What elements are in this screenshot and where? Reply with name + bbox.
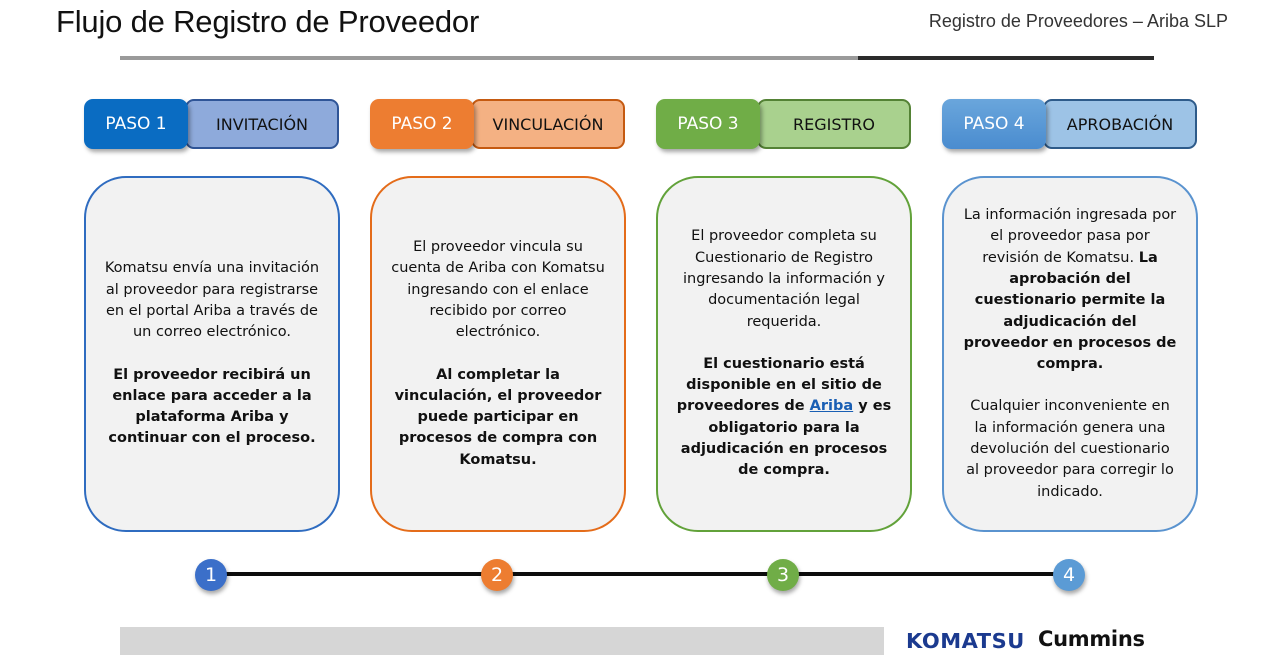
step-1-note: El proveedor recibirá un enlace para acceder a la plataforma Ariba y continuar con el proceso. xyxy=(108,366,316,447)
step-4-header xyxy=(942,99,1198,149)
timeline-dot-4: 4 xyxy=(1053,559,1085,591)
step-4-title-pill: APROBACIÓN xyxy=(1043,99,1197,149)
step-2-header xyxy=(370,99,626,149)
step-2-title-pill: VINCULACIÓN xyxy=(471,99,625,149)
step-3-title-pill: REGISTRO xyxy=(757,99,911,149)
step-3-card xyxy=(656,176,912,532)
step-4-number-pill: PASO 4 xyxy=(942,99,1046,149)
timeline-dot-2: 2 xyxy=(481,559,513,591)
step-4-note: Cualquier inconveniente en la información genera una devolución del cuestionario al proveedor para corregir lo indicado. xyxy=(966,398,1174,500)
step-3-note-after: y es obligatorio para la adjudicación en procesos de compra. xyxy=(680,398,892,479)
footer-bar xyxy=(120,627,884,655)
step-2-number-pill: PASO 2 xyxy=(370,99,474,149)
komatsu-logo: KOMATSU xyxy=(906,629,1025,653)
step-2-description: El proveedor vincula su cuenta de Ariba con Komatsu ingresando con el enlace recibido por correo electrónico. xyxy=(391,239,605,341)
step-3-header xyxy=(656,99,912,149)
timeline-dot-1: 1 xyxy=(195,559,227,591)
page-title: Flujo de Registro de Proveedor xyxy=(56,4,480,39)
ariba-link[interactable]: Ariba xyxy=(809,398,854,415)
title-divider-dark xyxy=(858,56,1154,60)
step-3-description: El proveedor completa su Cuestionario de Registro ingresando la información y documentación legal requerida. xyxy=(683,228,885,330)
title-divider-gray xyxy=(120,56,858,60)
step-4-description-bold: La aprobación del cuestionario permite la adjudicación del proveedor en procesos de compra. xyxy=(963,249,1177,373)
step-3-note-before: El cuestionario está disponible en el sitio de proveedores de xyxy=(676,355,882,415)
step-1-description: Komatsu envía una invitación al proveedor para registrarse en el portal Ariba a través de un correo electrónico. xyxy=(104,260,320,341)
step-4-card xyxy=(942,176,1198,532)
page-subtitle: Registro de Proveedores – Ariba SLP xyxy=(928,11,1228,31)
timeline-line xyxy=(211,572,1069,576)
step-1-header xyxy=(84,99,340,149)
step-3-number-pill: PASO 3 xyxy=(656,99,760,149)
step-1-number-pill: PASO 1 xyxy=(84,99,188,149)
step-4-description: La información ingresada por el proveedor pasa por revisión de Komatsu. xyxy=(963,207,1177,266)
cummins-logo: Cummins xyxy=(1038,627,1145,651)
timeline-dot-3: 3 xyxy=(767,559,799,591)
step-2-card xyxy=(370,176,626,532)
step-2-note: Al completar la vinculación, el proveedor puede participar en procesos de compra con Komatsu. xyxy=(394,366,602,468)
step-1-card xyxy=(84,176,340,532)
step-1-title-pill: INVITACIÓN xyxy=(185,99,339,149)
